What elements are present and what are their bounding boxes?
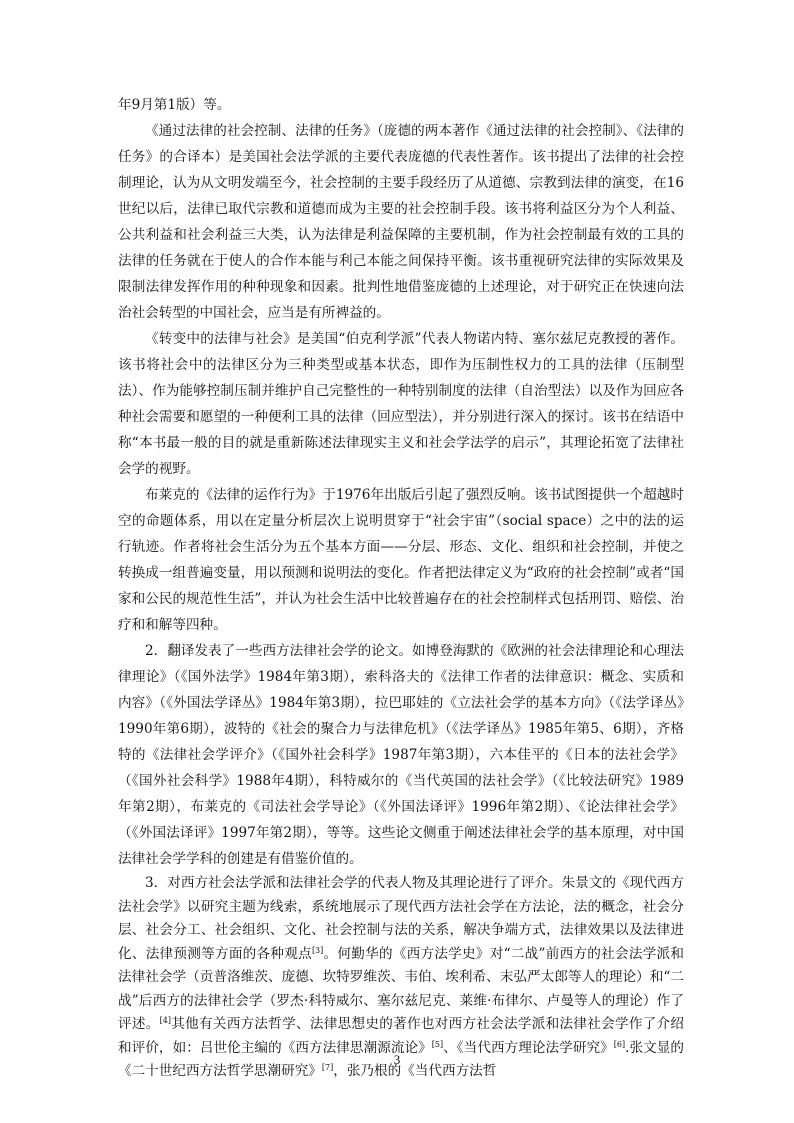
paragraph-text: 其他有关西方法哲学、法律思想史的著作也对西方社会法学派和法律社会学作了介绍和评价，如：吕世伦主编的《西方法律思潮源流论》 xyxy=(118,1016,685,1056)
paragraph-text: 3．对西方社会法学派和法律社会学的代表人物及其理论进行了评介。朱景文的《现代西方法社会学》以研究主题为线索，系统地展示了现代西方法社会学在方法论，法的概念，社会分层、社会分工、社会组织、文化、社会控制与法的关系，解决争端方式，法律效果以及法律进化、法律预测等方面的各种观点 xyxy=(118,875,684,962)
paragraph-5 xyxy=(118,638,684,872)
paragraph-4 xyxy=(118,482,684,638)
paragraph-text: 2．翻译发表了一些西方法律社会学的论文。如博登海默的《欧洲的社会法律理论和心理法律理论》（《国外法学》1984年第3期），索科洛夫的《法律工作者的法律意识：概念、实质和内容》（《外国法学译丛》1984年第3期），拉巴耶娃的《立法社会学的基本方向》（《法学译丛》1990年第6期），波特的《社会的聚合力与法律危机》（《法学译丛》1985年第5、6期），齐格特的《法律社会学评介》（《国外社会科学》1987年第3期），六本佳平的《日本的法社会学》（《国外社会科学》1988年4期），科特威尔的《当代英国的法社会学》（《比较法研究》1989年第2期），布莱克的《司法社会学导论》（《外国法译评》1996年第2期）、《论法律社会学》（《外国法译评》1997年第2期），等等。这些论文侧重于阐述法律社会学的基本原理，对中国法律社会学学科的创建是有借鉴价值的。 xyxy=(118,643,684,867)
citation-marker: [3] xyxy=(311,945,324,955)
paragraph-text: .张文显的《二十世纪西方法哲学思潮研究》 xyxy=(118,1039,685,1079)
citation-marker: [7] xyxy=(321,1063,334,1072)
citation-marker: [6] xyxy=(613,1039,626,1049)
citation-marker: [4] xyxy=(159,1016,171,1025)
paragraph-text: 年9月第1版）等。 xyxy=(118,97,231,113)
paragraph-2 xyxy=(118,118,684,326)
citation-marker: [5] xyxy=(431,1039,444,1049)
page-number: 3 xyxy=(393,1052,401,1067)
paragraph-text: 《转变中的法律与社会》是美国“伯克利学派”代表人物诺内特、塞尔兹尼克教授的著作。该书将社会中的法律区分为三种类型或基本状态，即作为压制性权力的工具的法律（压制型法）、作为能够控制压制并维护自己完整性的一种特别制度的法律（自治型法）以及作为回应各种社会需要和愿望的一种便利工具的法律（回应型法），并分别进行深入的探讨。该书在结语中称“本书最一般的目的就是重新陈述法律现实主义和社会学法学的启示”，其理论拓宽了法律社会学的视野。 xyxy=(118,331,684,477)
paragraph-text: 《通过法律的社会控制、法律的任务》（庞德的两本著作《通过法律的社会控制》、《法律的任务》的合译本）是美国社会法学派的主要代表庞德的代表性著作。该书提出了法律的社会控制理论，认为从文明发端至今，社会控制的主要手段经历了从道德、宗教到法律的演变，在16世纪以后，法律已取代宗教和道德而成为主要的社会控制手段。该书将利益区分为个人利益、公共利益和社会利益三大类，认为法律是利益保障的主要机制，作为社会控制最有效的工具的法律的任务就在于使人的合作本能与利己本能之间保持平衡。该书重视研究法律的实际效果及限制法律发挥作用的种种现象和因素。批判性地借鉴庞德的上述理论，对于研究正在快速向法治社会转型的中国社会，应当是有所裨益的。 xyxy=(118,123,684,321)
paragraph-3 xyxy=(118,326,684,482)
paragraph-text: ，张乃根的《当代西方法哲 xyxy=(333,1063,497,1079)
paragraph-text: 。何勤华的《西方法学史》对“二战”前西方的社会法学派和法律社会学（贡普洛维茨、庞德、坎特罗维茨、韦伯、埃利希、末弘严太郎等人的理论）和“二战”后西方的法律社会学（罗杰·科特威尔、塞尔兹尼克、莱维·布律尔、卢曼等人的理论）作了评述。 xyxy=(118,945,684,1032)
paragraph-1 xyxy=(118,92,684,118)
paragraph-text: 布莱克的《法律的运作行为》于1976年出版后引起了强烈反响。该书试图提供一个超越时空的命题体系，用以在定量分析层次上说明贯穿于“社会宇宙”（social space）之中的法的运行轨迹。作者将社会生活分为五个基本方面——分层、形态、文化、组织和社会控制，并使之转换成一组普遍变量，用以预测和说明法的变化。作者把法律定义为“政府的社会控制”或者“国家和公民的规范性生活”，并认为社会生活中比较普遍存在的社会控制样式包括刑罚、赔偿、治疗和和解等四种。 xyxy=(118,487,684,633)
document-body xyxy=(118,92,684,1084)
paragraph-text: 、《当代西方理论法学研究》 xyxy=(443,1039,614,1056)
